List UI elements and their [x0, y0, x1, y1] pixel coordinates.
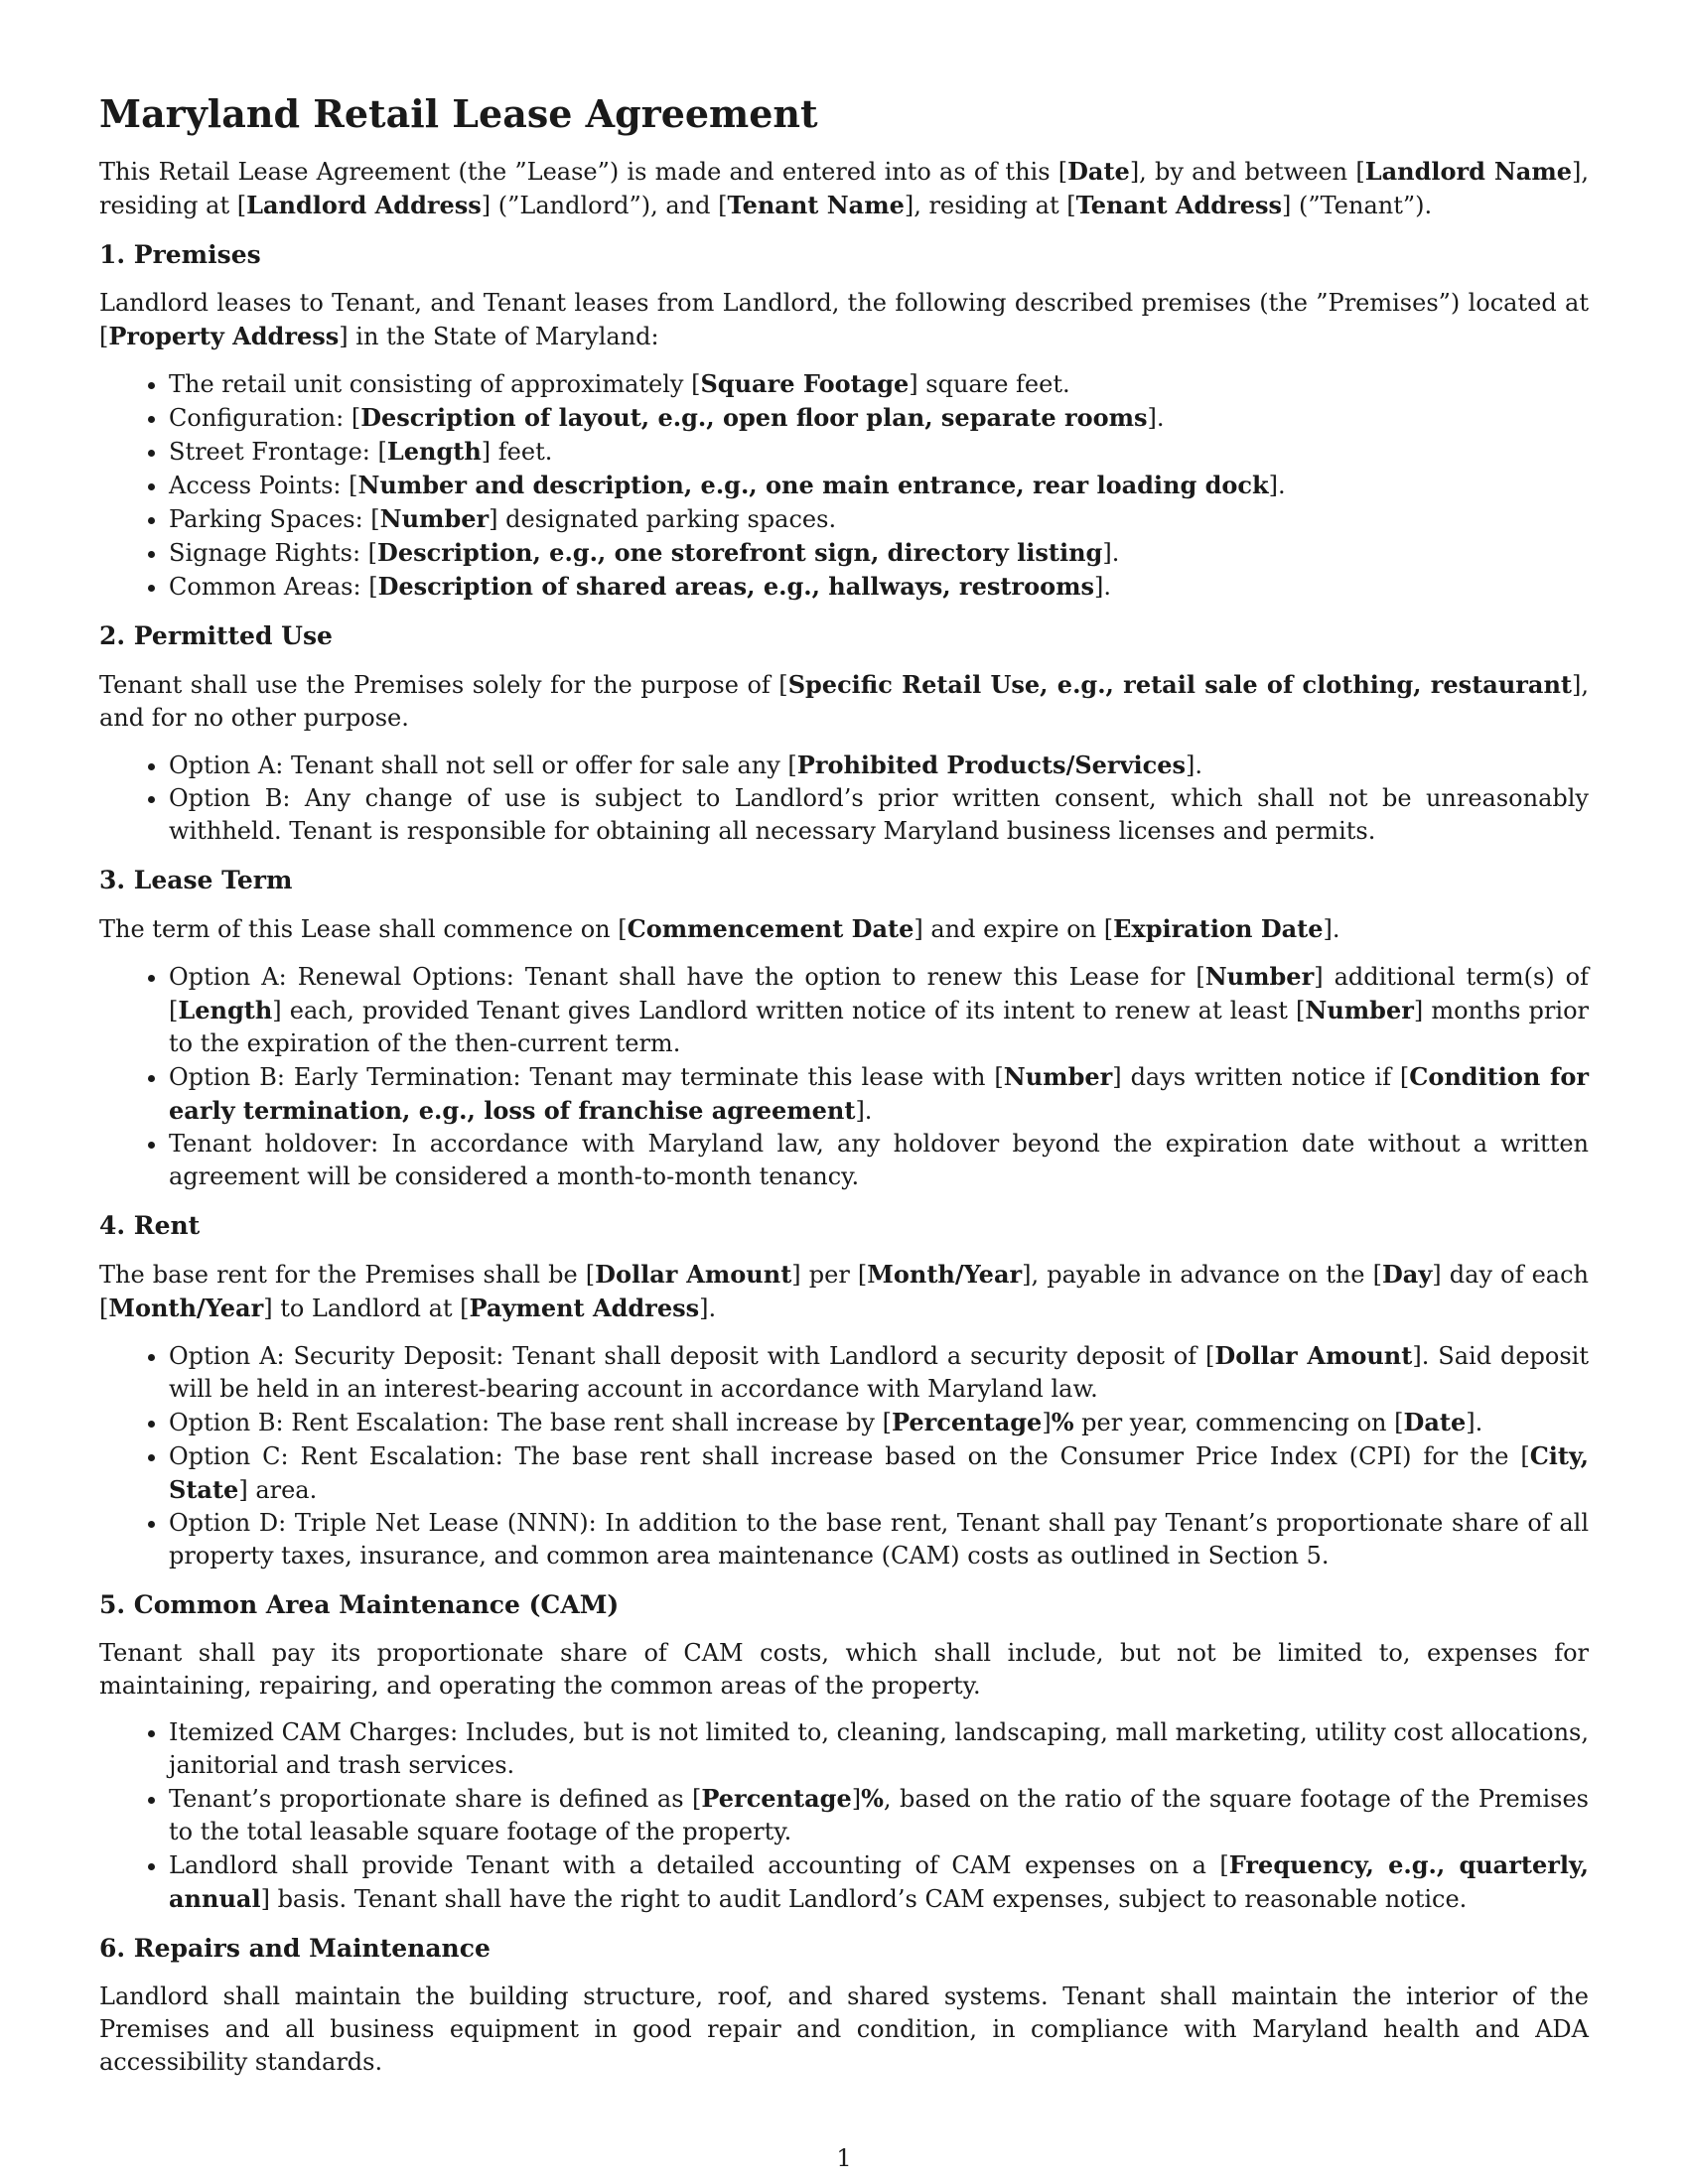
text-run: Option A: Tenant shall not sell or offer for sale any [ — [169, 751, 797, 779]
text-run: ] additional term(s) of [ — [169, 963, 1589, 1024]
section-paragraph — [99, 1637, 1589, 1703]
text-run: ] area. — [238, 1476, 318, 1504]
placeholder-field: Number and description, e.g., one main entrance, rear loading dock — [357, 471, 1269, 499]
placeholder-field: Month/Year — [867, 1260, 1023, 1289]
list-item — [169, 960, 1589, 1060]
placeholder-field: Date — [1403, 1408, 1467, 1436]
text-run: ]. — [1268, 472, 1286, 499]
placeholder-field: Payment Address — [469, 1294, 700, 1322]
section-paragraph — [99, 1258, 1589, 1325]
section-heading: 2. Permitted Use — [99, 621, 333, 650]
list-item — [169, 401, 1589, 435]
text-run: Itemized CAM Charges: Includes, but is not limited to, cleaning, landscaping, mall marketing, utility cost allocations, janitorial and trash services. — [169, 1718, 1589, 1779]
text-run: Tenant shall use the Premises solely for the purpose of [ — [99, 671, 788, 699]
text-run: The retail unit consisting of approximately [ — [169, 370, 701, 398]
list-item — [169, 469, 1589, 502]
text-run: ] each, provided Tenant gives Landlord written notice of its intent to renew at least [ — [272, 997, 1306, 1024]
text-run: ] day of each [ — [99, 1261, 1589, 1322]
placeholder-field: Number — [1204, 962, 1315, 991]
text-run: ] — [851, 1785, 862, 1813]
text-run: ] in the State of Maryland: — [339, 323, 659, 350]
bullet-list — [99, 960, 1589, 1193]
placeholder-field: % — [1051, 1408, 1074, 1436]
text-run: Tenant holdover: In accordance with Maryland law, any holdover beyond the expiration date without a written agreement will be considered a month-to-month tenancy. — [169, 1130, 1589, 1190]
text-run: ], by and between [ — [1129, 158, 1365, 186]
list-item — [169, 782, 1589, 848]
text-run: Landlord shall maintain the building structure, roof, and shared systems. Tenant shall maintain the interior of the Premises and all business equipment in good repair and condition, in compliance with Maryland health and ADA accessibility standards. — [99, 1982, 1589, 2076]
placeholder-field: Landlord Name — [1364, 157, 1572, 186]
placeholder-field: Expiration Date — [1113, 914, 1324, 943]
list-item — [169, 1439, 1589, 1507]
section-paragraph — [99, 912, 1589, 946]
placeholder-field: Number — [1305, 996, 1414, 1024]
text-run: ] feet. — [481, 438, 553, 466]
list-item — [169, 502, 1589, 536]
placeholder-field: Specific Retail Use, e.g., retail sale of clothing, restaurant — [787, 670, 1573, 699]
list-item — [169, 1782, 1589, 1848]
placeholder-field: Length — [386, 437, 482, 466]
bullet-list — [99, 1339, 1589, 1572]
text-run: Tenant shall pay its proportionate share of CAM costs, which shall include, but not be limited to, expenses for maintaining, repairing, and operating the common areas of the property. — [99, 1639, 1589, 1700]
text-run: ] (”Tenant”). — [1282, 192, 1433, 219]
text-run: Signage Rights: [ — [169, 539, 378, 567]
section-heading: 6. Repairs and Maintenance — [99, 1934, 491, 1963]
placeholder-field: Description of layout, e.g., open floor plan, separate rooms — [360, 403, 1148, 432]
list-item — [169, 1716, 1589, 1782]
list-item — [169, 1507, 1589, 1572]
text-run: ] — [1042, 1409, 1052, 1436]
list-item — [169, 1060, 1589, 1128]
text-run: Access Points: [ — [169, 472, 358, 499]
placeholder-field: Landlord Address — [246, 191, 482, 219]
text-run: ]. — [1186, 751, 1203, 779]
text-run: ]. — [1094, 573, 1111, 601]
text-run: Parking Spaces: [ — [169, 505, 380, 533]
text-run: ] designated parking spaces. — [489, 505, 837, 533]
text-run: ], payable in advance on the [ — [1022, 1261, 1382, 1289]
text-run: Landlord shall provide Tenant with a detailed accounting of CAM expenses on a [ — [169, 1851, 1229, 1879]
list-item — [169, 1339, 1589, 1406]
section-heading: 5. Common Area Maintenance (CAM) — [99, 1590, 620, 1619]
text-run: ], residing at [ — [99, 158, 1589, 219]
text-run: Option B: Any change of use is subject to Landlord’s prior written consent, which shall not be unreasonably withheld. Tenant is responsible for obtaining all necessary Maryland business licenses and permits. — [169, 784, 1589, 845]
text-run: Option B: Rent Escalation: The base rent shall increase by [ — [169, 1409, 892, 1436]
text-run: Option D: Triple Net Lease (NNN): In addition to the base rent, Tenant shall pay Tenant’s proportionate share of all property taxes, insurance, and common area maintenance (CAM) costs as outlined in Section 5. — [169, 1509, 1589, 1570]
placeholder-field: Day — [1381, 1260, 1433, 1289]
text-run: ], residing at [ — [904, 192, 1076, 219]
text-run: ]. Said deposit will be held in an interest-bearing account in accordance with Maryland law. — [169, 1342, 1589, 1403]
text-run: per year, commencing on [ — [1073, 1409, 1404, 1436]
placeholder-field: Dollar Amount — [595, 1260, 792, 1289]
placeholder-field: Date — [1067, 157, 1130, 186]
text-run: ]. — [1147, 404, 1165, 432]
text-run: ] months prior to the expiration of the then-current term. — [169, 997, 1589, 1057]
section-heading: 1. Premises — [99, 240, 261, 269]
placeholder-field: % — [861, 1784, 884, 1813]
list-item — [169, 536, 1589, 570]
placeholder-field: Tenant Address — [1075, 191, 1283, 219]
document-page — [99, 69, 1589, 2093]
section-paragraph — [99, 287, 1589, 353]
list-item — [169, 367, 1589, 401]
page-number: 1 — [836, 2144, 852, 2172]
list-item — [169, 749, 1589, 782]
text-run: The base rent for the Premises shall be [ — [99, 1261, 596, 1289]
sections-container — [99, 238, 1589, 2079]
text-run: ] days written notice if [ — [1112, 1063, 1410, 1091]
list-item — [169, 435, 1589, 469]
text-run: Landlord leases to Tenant, and Tenant leases from Landlord, the following described premises (the ”Premises”) located at [ — [99, 289, 1589, 350]
section-heading: 3. Lease Term — [99, 866, 293, 894]
bullet-list — [99, 749, 1589, 848]
placeholder-field: Condition for early termination, e.g., loss of franchise agreement — [169, 1062, 1589, 1125]
document-title: Maryland Retail Lease Agreement — [99, 91, 818, 136]
text-run: ] to Landlord at [ — [263, 1295, 470, 1322]
placeholder-field: Dollar Amount — [1214, 1341, 1413, 1370]
section-paragraph — [99, 668, 1589, 735]
placeholder-field: Percentage — [701, 1784, 852, 1813]
text-run: ]. — [699, 1295, 717, 1322]
placeholder-field: Property Address — [108, 322, 340, 350]
text-run: Option A: Renewal Options: Tenant shall have the option to renew this Lease for [ — [169, 963, 1205, 991]
placeholder-field: Length — [178, 996, 273, 1024]
text-run: This Retail Lease Agreement (the ”Lease”) is made and entered into as of this [ — [99, 158, 1068, 186]
text-run: ]. — [1102, 539, 1120, 567]
placeholder-field: Commencement Date — [627, 914, 914, 943]
text-run: Tenant’s proportionate share is defined as [ — [169, 1785, 702, 1813]
list-item — [169, 1128, 1589, 1193]
text-run: Street Frontage: [ — [169, 438, 387, 466]
placeholder-field: Square Footage — [700, 369, 910, 398]
text-run: ] and expire on [ — [914, 915, 1114, 943]
bullet-list — [99, 1716, 1589, 1916]
placeholder-field: Percentage — [891, 1408, 1043, 1436]
text-run: ] (”Landlord”), and [ — [481, 192, 728, 219]
text-run: ]. — [1323, 915, 1340, 943]
list-item — [169, 1848, 1589, 1916]
text-run: ] square feet. — [909, 370, 1070, 398]
text-run: ]. — [1466, 1409, 1483, 1436]
text-run: ]. — [855, 1097, 873, 1125]
placeholder-field: Description of shared areas, e.g., hallways, restrooms — [377, 572, 1094, 601]
text-run: , based on the ratio of the square footage of the Premises to the total leasable square footage of the property. — [169, 1785, 1589, 1845]
text-run: ] per [ — [791, 1261, 868, 1289]
intro-paragraph — [99, 155, 1589, 222]
text-run: ], and for no other purpose. — [99, 671, 1590, 732]
text-run: The term of this Lease shall commence on [ — [99, 915, 628, 943]
section-heading: 4. Rent — [99, 1211, 201, 1240]
placeholder-field: Frequency, e.g., quarterly, annual — [169, 1850, 1589, 1913]
placeholder-field: Number — [1003, 1062, 1113, 1091]
section-paragraph — [99, 1980, 1589, 2079]
placeholder-field: Description, e.g., one storefront sign, directory listing — [377, 538, 1103, 567]
text-run: Common Areas: [ — [169, 573, 378, 601]
text-run: ] basis. Tenant shall have the right to audit Landlord’s CAM expenses, subject to reasonable notice. — [260, 1885, 1468, 1913]
placeholder-field: Prohibited Products/Services — [796, 751, 1187, 779]
bullet-list — [99, 367, 1589, 604]
text-run: Option B: Early Termination: Tenant may terminate this lease with [ — [169, 1063, 1004, 1091]
list-item — [169, 570, 1589, 604]
text-run: Configuration: [ — [169, 404, 361, 432]
placeholder-field: Number — [379, 504, 490, 533]
list-item — [169, 1406, 1589, 1439]
placeholder-field: City, State — [169, 1441, 1589, 1504]
placeholder-field: Tenant Name — [727, 191, 905, 219]
placeholder-field: Month/Year — [108, 1294, 264, 1322]
text-run: Option A: Security Deposit: Tenant shall deposit with Landlord a security deposit of [ — [169, 1342, 1215, 1370]
text-run: Option C: Rent Escalation: The base rent shall increase based on the Consumer Price Index (CPI) for the [ — [169, 1442, 1530, 1470]
